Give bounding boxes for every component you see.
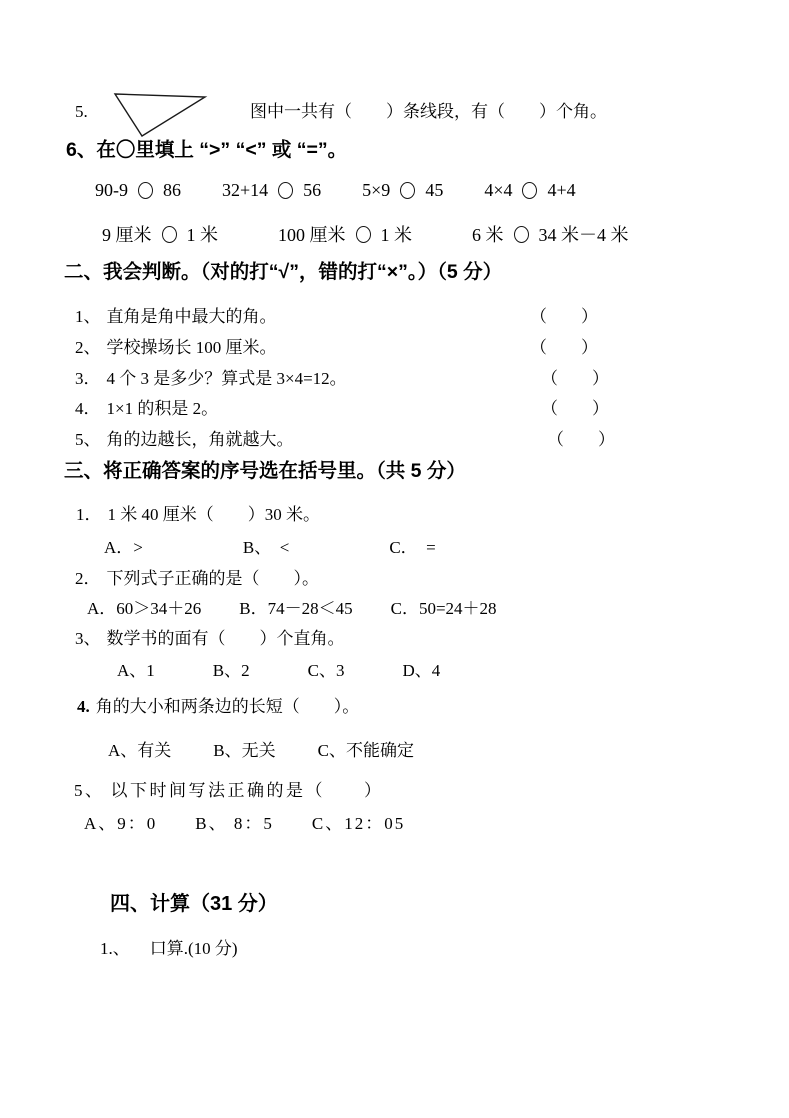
compare-left: 5×9: [362, 180, 391, 200]
circle-placeholder: [138, 182, 153, 199]
circle-placeholder: [278, 182, 293, 199]
section-2-heading: 二、我会判断。（对的打“√”，错的打“×”。）（5 分）: [64, 261, 503, 283]
choice-option: C、12：05: [311, 814, 406, 833]
sub-question-text: 口算.(10 分): [149, 939, 238, 958]
compare-left: 6 米: [472, 225, 504, 245]
choice-options-2: [87, 598, 497, 619]
sub-question-number: 1.、: [100, 939, 130, 958]
compare-group: [221, 180, 322, 201]
circle-placeholder: [400, 182, 415, 199]
compare-group: [94, 180, 182, 201]
choice-question-text: 以下时间写法正确的是（ ）: [110, 781, 384, 800]
choice-options-1: [104, 537, 436, 558]
choice-option: A．60＞34＋26: [87, 599, 202, 618]
compare-left: 9 厘米: [102, 225, 152, 245]
section-3-heading: 三、将正确答案的序号选在括号里。（共 5 分）: [64, 460, 466, 482]
choice-option: B．74－28＜45: [239, 599, 353, 618]
compare-right: 4+4: [547, 180, 576, 200]
oral-calculation-line: [100, 938, 238, 959]
choice-option: C、不能确定: [317, 741, 414, 760]
choice-option: C、3: [307, 661, 345, 680]
compare-right: 34 米－4 米: [538, 225, 629, 245]
choice-options-5: [84, 813, 405, 834]
compare-group: [101, 221, 219, 247]
compare-right: 1 米: [380, 225, 412, 245]
circle-placeholder: [522, 182, 537, 199]
choice-question-2: [75, 568, 319, 589]
choice-option: B、无关: [213, 741, 276, 760]
question-6-heading: 6、在〇里填上 “>” “<” 或 “=”。: [66, 139, 348, 161]
compare-right: 45: [425, 180, 444, 200]
choice-question-text: 下列式子正确的是（ ）。: [106, 569, 319, 588]
choice-option: B、 <: [242, 538, 290, 557]
triangle-figure: [111, 90, 209, 140]
section-4-heading: 四、计算（31 分）: [110, 893, 278, 915]
compare-group: [361, 180, 444, 201]
compare-right: 86: [163, 180, 181, 200]
judge-item-number: 2、: [75, 338, 101, 357]
choice-option: A．>: [104, 538, 143, 557]
question-5-text: 图中一共有（ ）条线段，有（ ）个角。: [250, 102, 607, 121]
circle-placeholder: [514, 226, 529, 243]
circle-placeholder: [356, 226, 371, 243]
circle-placeholder: [162, 226, 177, 243]
choice-question-text: 数学书的面有（ ）个直角。: [106, 629, 345, 648]
choice-question-1: [76, 504, 320, 525]
answer-parentheses: （ ）: [547, 430, 615, 449]
choice-option: C．50=24＋28: [390, 599, 497, 618]
choice-question-text: 1 米 40 厘米（ ）30 米。: [107, 505, 320, 524]
judge-item-text: 4 个 3 是多少？算式是 3×4=12。: [106, 369, 347, 388]
judge-item-number: 3．: [75, 369, 101, 388]
answer-parentheses: （ ）: [541, 399, 609, 418]
compare-right: 1 米: [186, 225, 218, 245]
choice-question-number: 1．: [76, 505, 102, 524]
choice-option: A、1: [117, 661, 155, 680]
judge-item-5: [75, 429, 615, 450]
compare-left: 90-9: [95, 180, 128, 200]
choice-question-number: 4.: [77, 697, 90, 716]
choice-question-text: 角的大小和两条边的长短（ ）。: [95, 697, 360, 716]
compare-left: 32+14: [222, 180, 269, 200]
judge-item-number: 4．: [75, 399, 101, 418]
judge-item-text: 直角是角中最大的角。: [106, 307, 277, 326]
answer-parentheses: （ ）: [541, 369, 609, 388]
choice-option: C． =: [389, 538, 436, 557]
judge-item-1: [75, 306, 598, 327]
judge-item-4: [75, 398, 609, 419]
compare-group: [483, 180, 576, 201]
judge-item-number: 5、: [75, 430, 101, 449]
judge-item-3: [75, 368, 609, 389]
choice-options-3: [117, 660, 440, 681]
judge-item-text: 角的边越长，角就越大。: [106, 430, 294, 449]
judge-item-2: [75, 337, 598, 358]
compare-left: 4×4: [484, 180, 513, 200]
judge-item-number: 1、: [75, 307, 101, 326]
choice-question-4: [77, 696, 359, 717]
compare-group: [277, 221, 413, 247]
choice-option: B、 8：5: [195, 814, 274, 833]
compare-row-2: [101, 221, 630, 247]
choice-option: B、2: [212, 661, 250, 680]
compare-row-1: [94, 180, 577, 201]
compare-right: 56: [303, 180, 322, 200]
compare-group: [471, 221, 630, 247]
judge-item-text: 1×1 的积是 2。: [106, 399, 219, 418]
choice-option: A、有关: [108, 741, 172, 760]
choice-question-number: 2．: [75, 569, 101, 588]
choice-question-number: 5、: [74, 781, 105, 800]
question-5-number: 5.: [75, 102, 88, 121]
choice-option: A、9：0: [84, 814, 158, 833]
answer-parentheses: （ ）: [530, 307, 598, 326]
answer-parentheses: （ ）: [530, 338, 598, 357]
choice-question-3: [75, 628, 345, 649]
compare-left: 100 厘米: [278, 225, 346, 245]
choice-option: D、4: [402, 661, 441, 680]
judge-item-text: 学校操场长 100 厘米。: [106, 338, 277, 357]
choice-options-4: [108, 740, 414, 761]
choice-question-number: 3、: [75, 629, 101, 648]
choice-question-5: [74, 780, 384, 801]
